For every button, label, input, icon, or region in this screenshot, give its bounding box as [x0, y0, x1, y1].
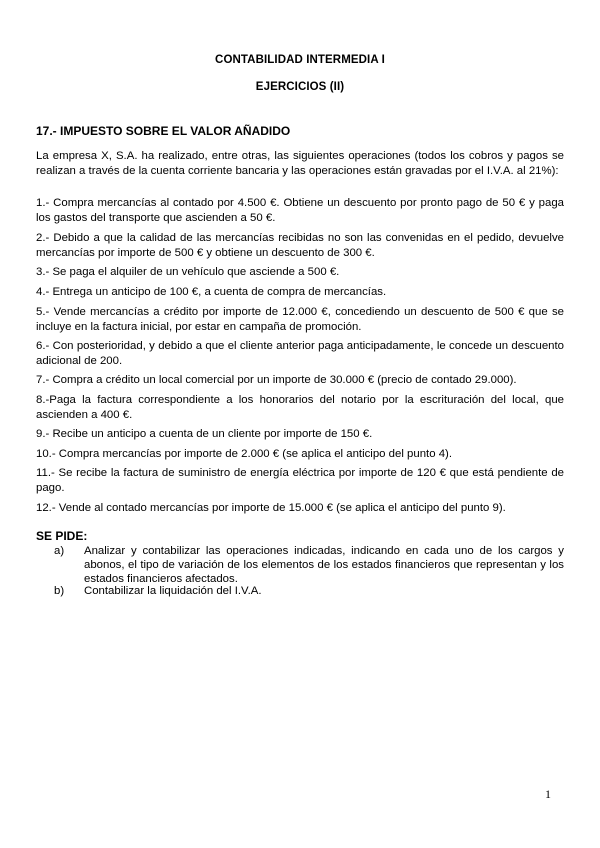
- requirement-text-b: Contabilizar la liquidación del I.V.A.: [84, 585, 262, 597]
- intro-paragraph: La empresa X, S.A. ha realizado, entre otras, las siguientes operaciones (todos los cobros y pagos se realizan a través de la cuenta corriente bancaria y las operaciones están gravadas por el I.V.A. al 21%):: [36, 150, 564, 177]
- requirement-item-a: [54, 544, 564, 586]
- course-title: CONTABILIDAD INTERMEDIA I: [215, 54, 385, 66]
- page-number: 1: [545, 787, 551, 801]
- operation-item-3: 3.- Se paga el alquiler de un vehículo que asciende a 500 €.: [36, 266, 340, 278]
- requirement-text-a: Analizar y contabilizar las operaciones indicadas, indicando en cada uno de los cargos y abonos, el tipo de variación de los elementos de los estados financieros que representan y los estados financieros afectados.: [84, 545, 564, 585]
- exercises-subtitle: EJERCICIOS (II): [255, 81, 345, 93]
- operation-item-9: 9.- Recibe un anticipo a cuenta de un cliente por importe de 150 €.: [36, 428, 373, 440]
- operation-item-11: 11.- Se recibe la factura de suministro de energía eléctrica por importe de 120 € que está pendiente de pago.: [36, 467, 564, 494]
- operation-item-4: 4.- Entrega un anticipo de 100 €, a cuenta de compra de mercancías.: [36, 286, 387, 298]
- requirement-item-b: [54, 584, 564, 598]
- requirement-marker-b: b): [54, 585, 65, 597]
- section-title: 17.- IMPUESTO SOBRE EL VALOR AÑADIDO: [36, 124, 291, 138]
- operation-item-8: 8.-Paga la factura correspondiente a los honorarios del notario por la escrituración del local, que ascienden a 400 €.: [36, 394, 564, 421]
- operation-item-1: 1.- Compra mercancías al contado por 4.500 €. Obtiene un descuento por pronto pago de 50 € y paga los gastos del transporte que ascienden a 50 €.: [36, 197, 564, 224]
- requirement-marker-a: a): [54, 545, 65, 557]
- operation-item-5: 5.- Vende mercancías a crédito por importe de 12.000 €, concediendo un descuento de 500 € que se incluye en la factura inicial, por estar en campaña de promoción.: [36, 306, 564, 333]
- operation-item-6: 6.- Con posterioridad, y debido a que el cliente anterior paga anticipadamente, le concede un descuento adicional de 200.: [36, 340, 564, 367]
- operation-item-2: 2.- Debido a que la calidad de las mercancías recibidas no son las convenidas en el pedido, devuelve mercancías por importe de 500 € y obtiene un descuento de 300 €.: [36, 232, 564, 259]
- operation-item-10: 10.- Compra mercancías por importe de 2.000 € (se aplica el anticipo del punto 4).: [36, 448, 452, 460]
- requirements-title: SE PIDE:: [36, 529, 88, 543]
- operation-item-7: 7.- Compra a crédito un local comercial por un importe de 30.000 € (precio de contado 29.000).: [36, 374, 517, 386]
- operation-item-12: 12.- Vende al contado mercancías por importe de 15.000 € (se aplica el anticipo del punto 9).: [36, 502, 506, 514]
